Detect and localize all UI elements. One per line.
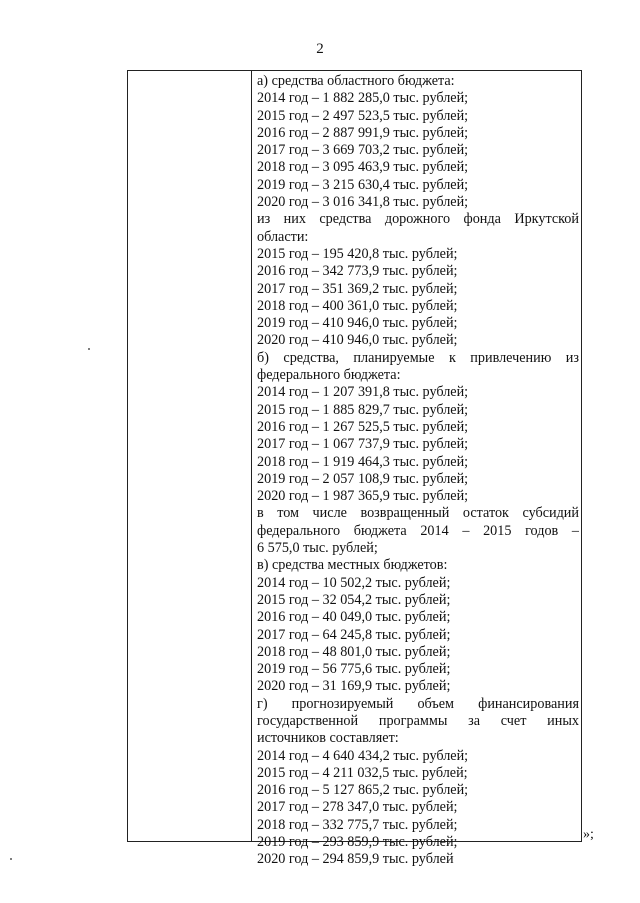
page-number: 2: [316, 41, 324, 57]
text-line: 2019 год – 293 859,9 тыс. рублей;: [257, 834, 458, 851]
scan-speck: [10, 858, 12, 860]
text-line: 2018 год – 48 801,0 тыс. рублей;: [257, 643, 451, 660]
text-line: б) средства, планируемые к привлечению из: [257, 349, 579, 366]
text-line: 2018 год – 332 775,7 тыс. рублей;: [257, 816, 458, 833]
text-line: области:: [257, 228, 309, 245]
scan-speck: [88, 348, 90, 350]
text-line: 2016 год – 2 887 991,9 тыс. рублей;: [257, 124, 469, 141]
text-line: 2020 год – 3 016 341,8 тыс. рублей;: [257, 194, 469, 211]
text-line: а) средства областного бюджета:: [257, 73, 455, 89]
text-line: федерального бюджета 2014 – 2015 годов –: [257, 522, 579, 539]
text-line: 2016 год – 1 267 525,5 тыс. рублей;: [257, 418, 469, 435]
text-line: 2019 год – 410 946,0 тыс. рублей;: [257, 315, 458, 332]
text-line: 2017 год – 64 245,8 тыс. рублей;: [257, 626, 451, 643]
text-line: 2014 год – 1 207 391,8 тыс. рублей;: [257, 384, 469, 401]
text-line: 2020 год – 1 987 365,9 тыс. рублей;: [257, 488, 469, 505]
text-line: 2016 год – 342 773,9 тыс. рублей;: [257, 263, 458, 280]
text-line: 2014 год – 4 640 434,2 тыс. рублей;: [257, 747, 469, 764]
text-line: 2018 год – 3 095 463,9 тыс. рублей;: [257, 159, 469, 176]
document-table: [127, 70, 582, 868]
text-line: в том числе возвращенный остаток субсидий: [257, 505, 579, 522]
text-line: источников составляет:: [257, 730, 399, 747]
text-line: 2018 год – 400 361,0 тыс. рублей;: [257, 297, 458, 314]
text-line: 2020 год – 410 946,0 тыс. рублей;: [257, 332, 458, 349]
text-line: 2020 год – 31 169,9 тыс. рублей;: [257, 678, 451, 695]
text-line: государственной программы за счет иных: [257, 712, 579, 729]
text-line: 2014 год – 10 502,2 тыс. рублей;: [257, 574, 451, 591]
text-line: г) прогнозируемый объем финансирования: [257, 695, 579, 712]
text-line: 2015 год – 2 497 523,5 тыс. рублей;: [257, 107, 469, 124]
text-line: 2015 год – 195 420,8 тыс. рублей;: [257, 245, 458, 262]
text-line: 2017 год – 1 067 737,9 тыс. рублей;: [257, 436, 469, 453]
text-line: 2018 год – 1 919 464,3 тыс. рублей;: [257, 453, 469, 470]
text-line: 2017 год – 3 669 703,2 тыс. рублей;: [257, 142, 469, 159]
text-line: 2019 год – 56 775,6 тыс. рублей;: [257, 661, 451, 678]
text-line: 2019 год – 2 057 108,9 тыс. рублей;: [257, 470, 469, 487]
text-line: 2015 год – 32 054,2 тыс. рублей;: [257, 591, 451, 608]
text-line: федерального бюджета:: [257, 367, 401, 384]
column-divider: [251, 71, 252, 841]
text-line: 2016 год – 5 127 865,2 тыс. рублей;: [257, 782, 469, 799]
text-line: 2017 год – 351 369,2 тыс. рублей;: [257, 280, 458, 297]
text-line: 6 575,0 тыс. рублей;: [257, 540, 378, 557]
text-line: 2016 год – 40 049,0 тыс. рублей;: [257, 609, 451, 626]
text-line: 2017 год – 278 347,0 тыс. рублей;: [257, 799, 458, 816]
text-line: 2020 год – 294 859,9 тыс. рублей: [257, 851, 454, 868]
text-line: 2015 год – 1 885 829,7 тыс. рублей;: [257, 401, 469, 418]
text-line: из них средства дорожного фонда Иркутской: [257, 211, 579, 228]
funding-text-cell: [257, 73, 579, 869]
closing-quote: »;: [583, 827, 594, 842]
text-line: в) средства местных бюджетов:: [257, 557, 448, 574]
text-line: 2019 год – 3 215 630,4 тыс. рублей;: [257, 176, 469, 193]
text-line: 2015 год – 4 211 032,5 тыс. рублей;: [257, 764, 468, 781]
text-line: 2014 год – 1 882 285,0 тыс. рублей;: [257, 90, 469, 107]
